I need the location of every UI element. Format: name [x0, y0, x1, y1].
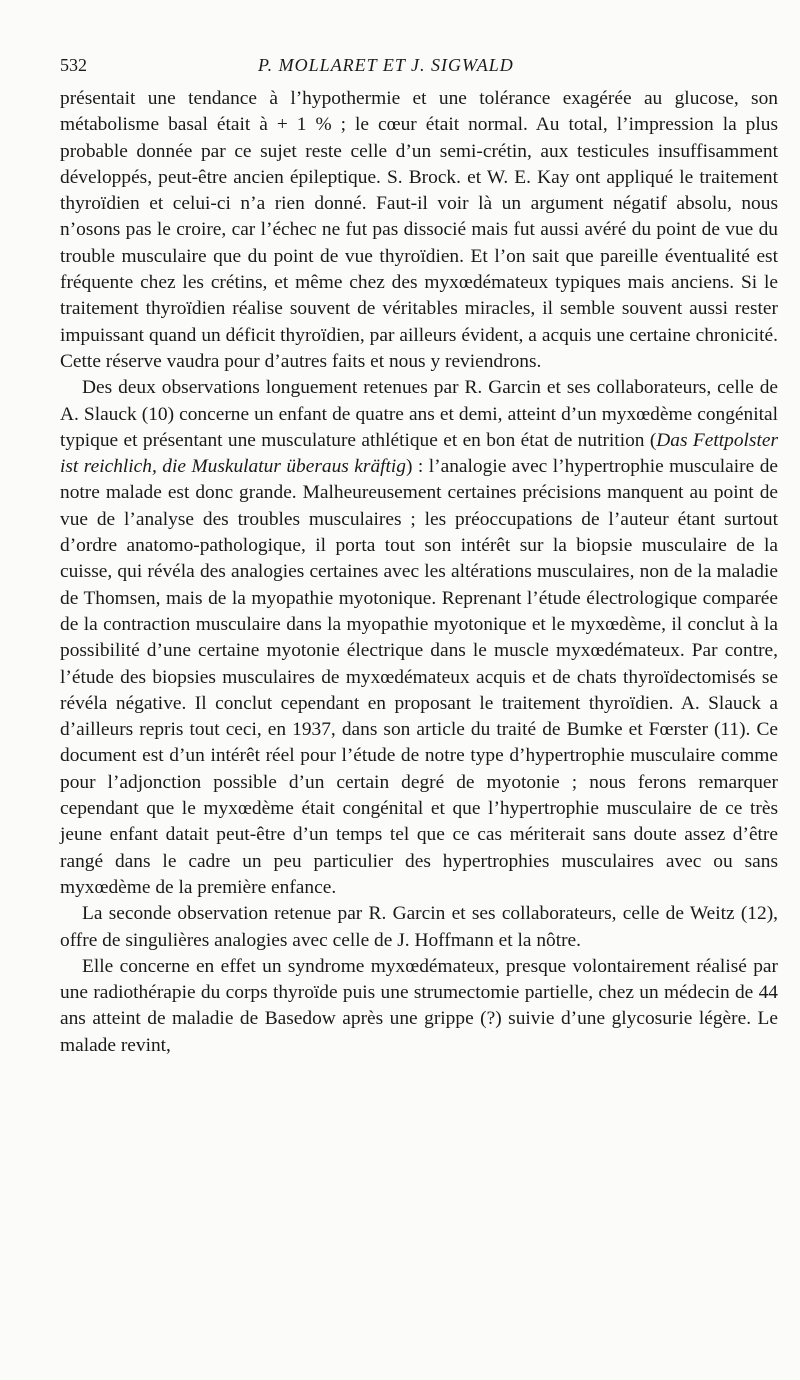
paragraph-2-text-before: Des deux observations longuement retenues par R. Garcin et ses collaborateurs, celle de A. Slauck (10) concerne un enfant de quatre ans et demi, atteint d’un myxœdème congénital typique et présentant une musculature athlétique et en bon état de nutrition (: [60, 377, 778, 451]
running-head: [60, 54, 778, 76]
body-text: [60, 86, 778, 1059]
running-head-title: P. MOLLARET ET J. SIGWALD: [258, 55, 514, 75]
page-number: 532: [60, 55, 87, 75]
paragraph-4: Elle concerne en effet un syndrome myxœdémateux, presque volontairement réalisé par une radiothérapie du corps thyroïde puis une strumectomie partielle, chez un médecin de 44 ans atteint de maladie de Basedow après une grippe (?) suivie d’une glycosurie légère. Le malade revint,: [60, 955, 778, 1056]
paragraph-2: [60, 375, 778, 901]
paragraph-3: La seconde observation retenue par R. Garcin et ses collaborateurs, celle de Weitz (12), offre de singulières analogies avec celle de J. Hoffmann et la nôtre.: [60, 903, 778, 951]
paragraph-2-text-after: ) : l’analogie avec l’hypertrophie musculaire de notre malade est donc grande. Malheureusement certaines précisions manquent au point de vue de l’analyse des troubles musculaires ; les préoccupations de l’auteur étant surtout d’ordre anatomo-pathologique, il porta tout son intérêt sur la biopsie musculaire de la cuisse, qui révéla des analogies certaines avec les altérations musculaires, non de la maladie de Thomsen, mais de la myopathie myotonique. Reprenant l’étude électrologique comparée de la contraction musculaire dans la myopathie myotonique et le myxœdème, il conclut à la possibilité d’une certaine myotonie électrique dans le muscle myxœdémateux. Par contre, l’étude des biopsies musculaires de myxœdémateux acquis et de chats thyroïdectomisés se révéla négative. Il conclut cependant en proposant le traitement thyroïdien. A. Slauck a d’ailleurs repris tout ceci, en 1937, dans son article du traité de Bumke et Fœrster (11). Ce document est d’un intérêt réel pour l’étude de notre type d’hypertrophie musculaire comme pour l’adjonction possible d’un certain degré de myotonie ; nous ferons remarquer cependant que le myxœdème était congénital et que l’hypertrophie musculaire de ce très jeune enfant datait peut-être d’un temps tel que ce cas mériterait sans doute assez d’être rangé dans le cadre un peu particulier des hypertrophies musculaires avec ou sans myxœdème de la première enfance.: [60, 456, 778, 898]
german-quote: Das Fettpolster ist reichlich, die Muskulatur überaus kräftig: [60, 429, 778, 478]
paragraph-1: présentait une tendance à l’hypothermie et une tolérance exagérée au glucose, son métabolisme basal était à + 1 % ; le cœur était normal. Au total, l’impression la plus probable donnée par ce sujet reste celle d’un semi-crétin, aux testicules insuffisamment développés, peut-être ancien épileptique. S. Brock. et W. E. Kay ont appliqué le traitement thyroïdien et celui-ci n’a rien donné. Faut-il voir là un argument négatif absolu, nous n’osons pas le croire, car l’échec ne fut pas dissocié mais fut aussi avéré du point de vue du trouble musculaire que du point de vue thyroïdien. Et l’on sait que pareille éventualité est fréquente chez les crétins, et même chez des myxœdémateux typiques mais anciens. Si le traitement thyroïdien réalise souvent de véritables miracles, il semble souvent aussi rester impuissant quand un déficit thyroïdien, par ailleurs évident, a acquis une certaine chronicité. Cette réserve vaudra pour d’autres faits et nous y reviendrons.: [60, 88, 778, 372]
